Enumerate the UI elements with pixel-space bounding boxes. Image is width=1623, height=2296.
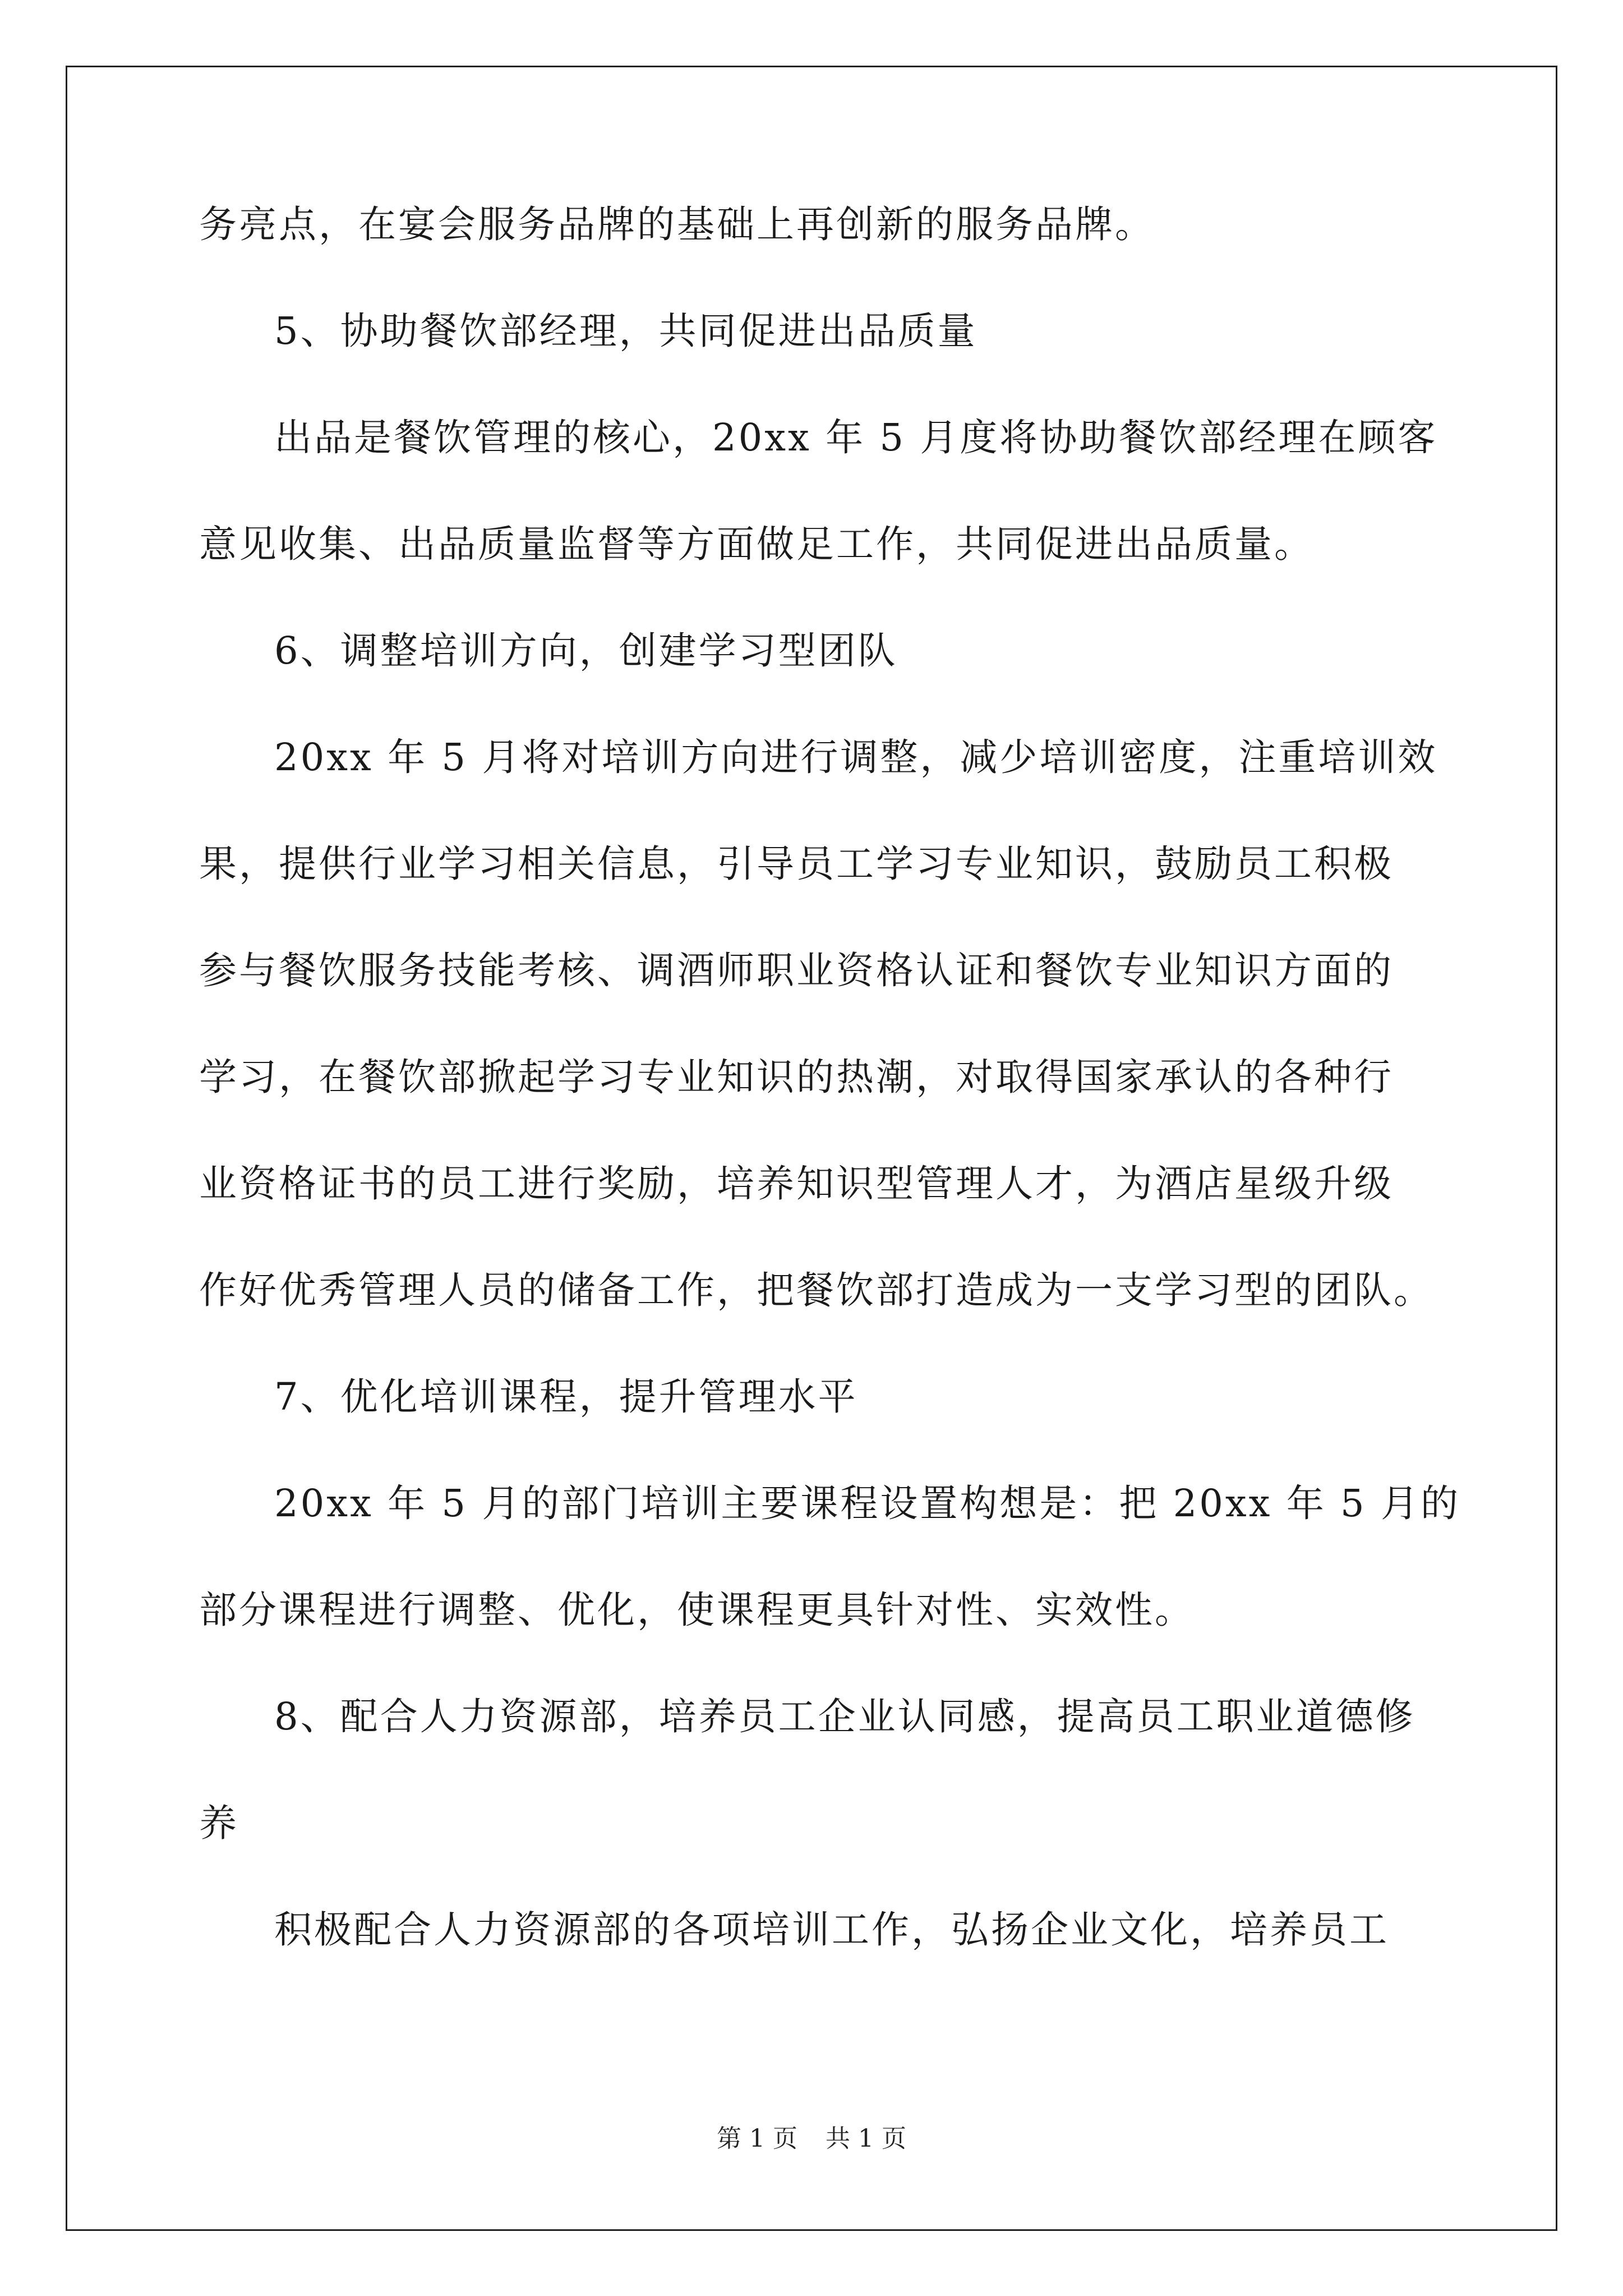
body-text-line: 出品是餐饮管理的核心，20xx 年 5 月度将协助餐饮部经理在顾客 [274,416,1438,459]
page-number: 第 1 页 [717,2124,797,2153]
body-text-line: 20xx 年 5 月将对培训方向进行调整，减少培训密度，注重培训效 [274,735,1438,779]
body-text-line: 果，提供行业学习相关信息，引导员工学习专业知识，鼓励员工积极 [199,842,1394,886]
body-text-line: 20xx 年 5 月的部门培训主要课程设置构想是：把 20xx 年 5 月的 [274,1481,1460,1525]
body-text-line: 学习，在餐饮部掀起学习专业知识的热潮，对取得国家承认的各种行 [199,1055,1394,1099]
section-heading-7: 7、优化培训课程，提升管理水平 [274,1375,858,1419]
section-heading-5: 5、协助餐饮部经理，共同促进出品质量 [274,309,978,353]
body-text-line: 务亮点，在宴会服务品牌的基础上再创新的服务品牌。 [199,203,1155,246]
body-text-line: 参与餐饮服务技能考核、调酒师职业资格认证和餐饮专业知识方面的 [199,949,1394,992]
body-text-line: 业资格证书的员工进行奖励，培养知识型管理人才，为酒店星级升级 [199,1162,1394,1205]
body-text-line: 部分课程进行调整、优化，使课程更具针对性、实效性。 [199,1588,1195,1632]
body-text-line: 作好优秀管理人员的储备工作，把餐饮部打造成为一支学习型的团队。 [199,1268,1433,1312]
body-text-line: 积极配合人力资源部的各项培训工作，弘扬企业文化，培养员工 [274,1908,1389,1952]
section-heading-8-continued: 养 [199,1801,239,1845]
page-border [66,66,1557,2231]
section-heading-6: 6、调整培训方向，创建学习型团队 [274,629,898,673]
section-heading-8: 8、配合人力资源部，培养员工企业认同感，提高员工职业道德修 [274,1695,1415,1738]
page-footer [0,2125,1623,2153]
page-total: 共 1 页 [826,2124,906,2153]
body-text-line: 意见收集、出品质量监督等方面做足工作，共同促进出品质量。 [199,522,1314,566]
